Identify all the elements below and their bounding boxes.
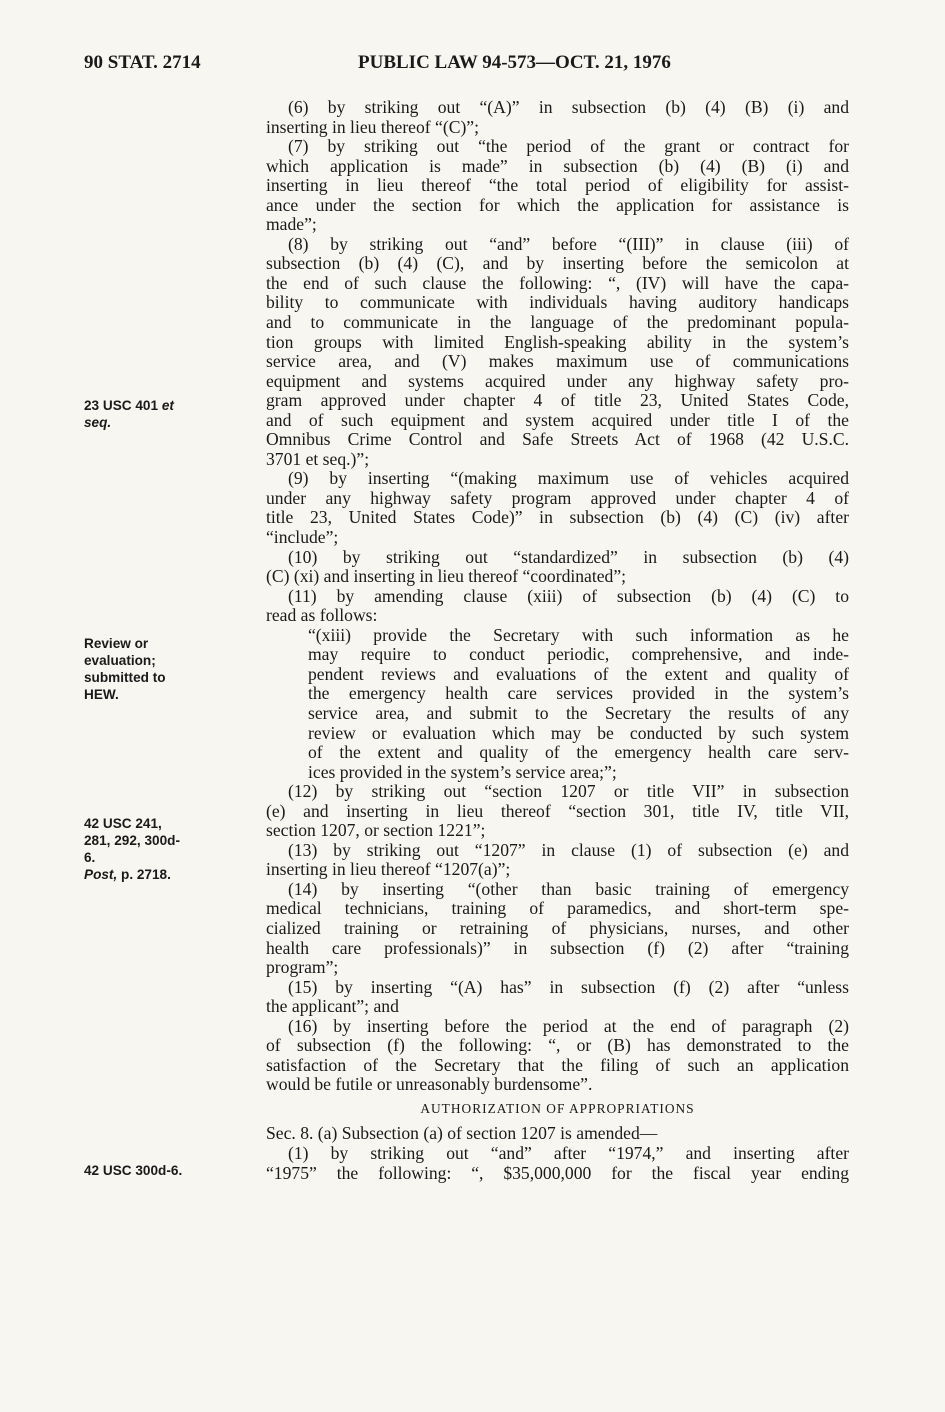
quoted-text-line: may require to conduct periodic, comprehensive, and inde- (308, 644, 849, 665)
text-line: (13) by striking out “1207” in clause (1) of subsection (e) and (288, 839, 849, 860)
text-line: ance under the section for which the application for assistance is (266, 194, 849, 215)
text-line: (1) by striking out “and” after “1974,” and inserting after (288, 1142, 849, 1163)
text-line: gram approved under chapter 4 of title 23, United States Code, (266, 390, 849, 411)
text-line: the applicant”; and (266, 996, 399, 1017)
text-line: subsection (b) (4) (C), and by inserting before the semicolon at (266, 253, 849, 274)
statute-text (266, 98, 849, 1183)
quoted-text-line: of the extent and quality of the emergency health care serv- (308, 742, 849, 763)
margin-note-usc-241: 42 USC 241, 281, 292, 300d- 6. Post, p. 2718. (84, 816, 180, 882)
margin-note-review-evaluation: Review or evaluation; submitted to HEW. (84, 636, 166, 702)
text-line: (C) (xi) and inserting in lieu thereof “coordinated”; (266, 566, 627, 587)
running-title-header: PUBLIC LAW 94-573—OCT. 21, 1976 (358, 52, 671, 73)
text-line: cialized training or retraining of physicians, nurses, and other (266, 917, 849, 938)
text-line: “1975” the following: “, $35,000,000 for the fiscal year ending (266, 1162, 849, 1183)
text-line: (7) by striking out “the period of the grant or contract for (288, 136, 849, 157)
text-line: (8) by striking out “and” before “(III)” in clause (iii) of (288, 233, 849, 254)
text-line: and of such equipment and system acquired under title I of the (266, 409, 849, 430)
text-line: Sec. 8. (a) Subsection (a) of section 1207 is amended— (266, 1123, 658, 1144)
quoted-text-line: “(xiii) provide the Secretary with such information as he (308, 624, 849, 645)
page-number-header: 90 STAT. 2714 (84, 52, 201, 73)
text-line: would be futile or unreasonably burdensome”. (266, 1074, 593, 1095)
text-line: service area, and (V) makes maximum use of communications (266, 351, 849, 372)
text-line: under any highway safety program approved under chapter 4 of (266, 487, 849, 508)
text-line: (15) by inserting “(A) has” in subsection (f) (2) after “unless (288, 976, 849, 997)
text-line: section 1207, or section 1221”; (266, 820, 486, 841)
quoted-text-line: ices provided in the system’s service area;”; (308, 761, 617, 782)
quoted-text-line: service area, and submit to the Secretary the results of any (308, 702, 849, 723)
text-line: health care professionals)” in subsection (f) (2) after “training (266, 937, 849, 958)
text-line: (16) by inserting before the period at the end of paragraph (2) (288, 1015, 849, 1036)
text-line: of subsection (f) the following: “, or (B) has demonstrated to the (266, 1035, 849, 1056)
text-line: program”; (266, 957, 339, 978)
text-line: (12) by striking out “section 1207 or title VII” in subsection (288, 781, 849, 802)
text-line: and to communicate in the language of the predominant popula- (266, 312, 849, 333)
text-line: (6) by striking out “(A)” in subsection (b) (4) (B) (i) and (288, 97, 849, 117)
text-line: (14) by inserting “(other than basic training of emergency (288, 878, 849, 899)
text-line: which application is made” in subsection (b) (4) (B) (i) and (266, 155, 849, 176)
text-line: (e) and inserting in lieu thereof “section 301, title IV, title VII, (266, 800, 849, 821)
text-line: read as follows: (266, 605, 378, 626)
text-line: title 23, United States Code)” in subsection (b) (4) (C) (iv) after (266, 507, 849, 528)
text-line: made”; (266, 214, 317, 235)
text-line: satisfaction of the Secretary that the filing of such an application (266, 1054, 849, 1075)
text-line: (10) by striking out “standardized” in subsection (b) (4) (288, 546, 849, 567)
quoted-text-line: review or evaluation which may be conducted by such system (308, 722, 849, 743)
margin-note-usc-300d-6: 42 USC 300d-6. (84, 1163, 183, 1178)
text-line: “include”; (266, 527, 339, 548)
text-line: (9) by inserting “(making maximum use of vehicles acquired (288, 468, 849, 489)
text-line: (11) by amending clause (xiii) of subsection (b) (4) (C) to (288, 585, 849, 606)
quoted-text-line: pendent reviews and evaluations of the extent and quality of (308, 663, 849, 684)
text-line: inserting in lieu thereof “the total period of eligibility for assist- (266, 175, 849, 196)
text-line: inserting in lieu thereof “1207(a)”; (266, 859, 511, 880)
quoted-text-line: the emergency health care services provided in the system’s (308, 683, 849, 704)
text-line: inserting in lieu thereof “(C)”; (266, 116, 480, 137)
section-heading: AUTHORIZATION OF APPROPRIATIONS (420, 1100, 695, 1116)
text-line: equipment and systems acquired under any highway safety pro- (266, 370, 849, 391)
text-line: Omnibus Crime Control and Safe Streets Act of 1968 (42 U.S.C. (266, 429, 849, 450)
text-line: 3701 et seq.)”; (266, 448, 370, 469)
text-line: bility to communicate with individuals having auditory handicaps (266, 292, 849, 313)
text-line: tion groups with limited English-speaking ability in the system’s (266, 331, 849, 352)
text-line: medical technicians, training of paramedics, and short-term spe- (266, 898, 849, 919)
margin-note-usc-401: 23 USC 401 et seq. (84, 398, 174, 430)
text-line: the end of such clause the following: “, (IV) will have the capa- (266, 272, 849, 293)
